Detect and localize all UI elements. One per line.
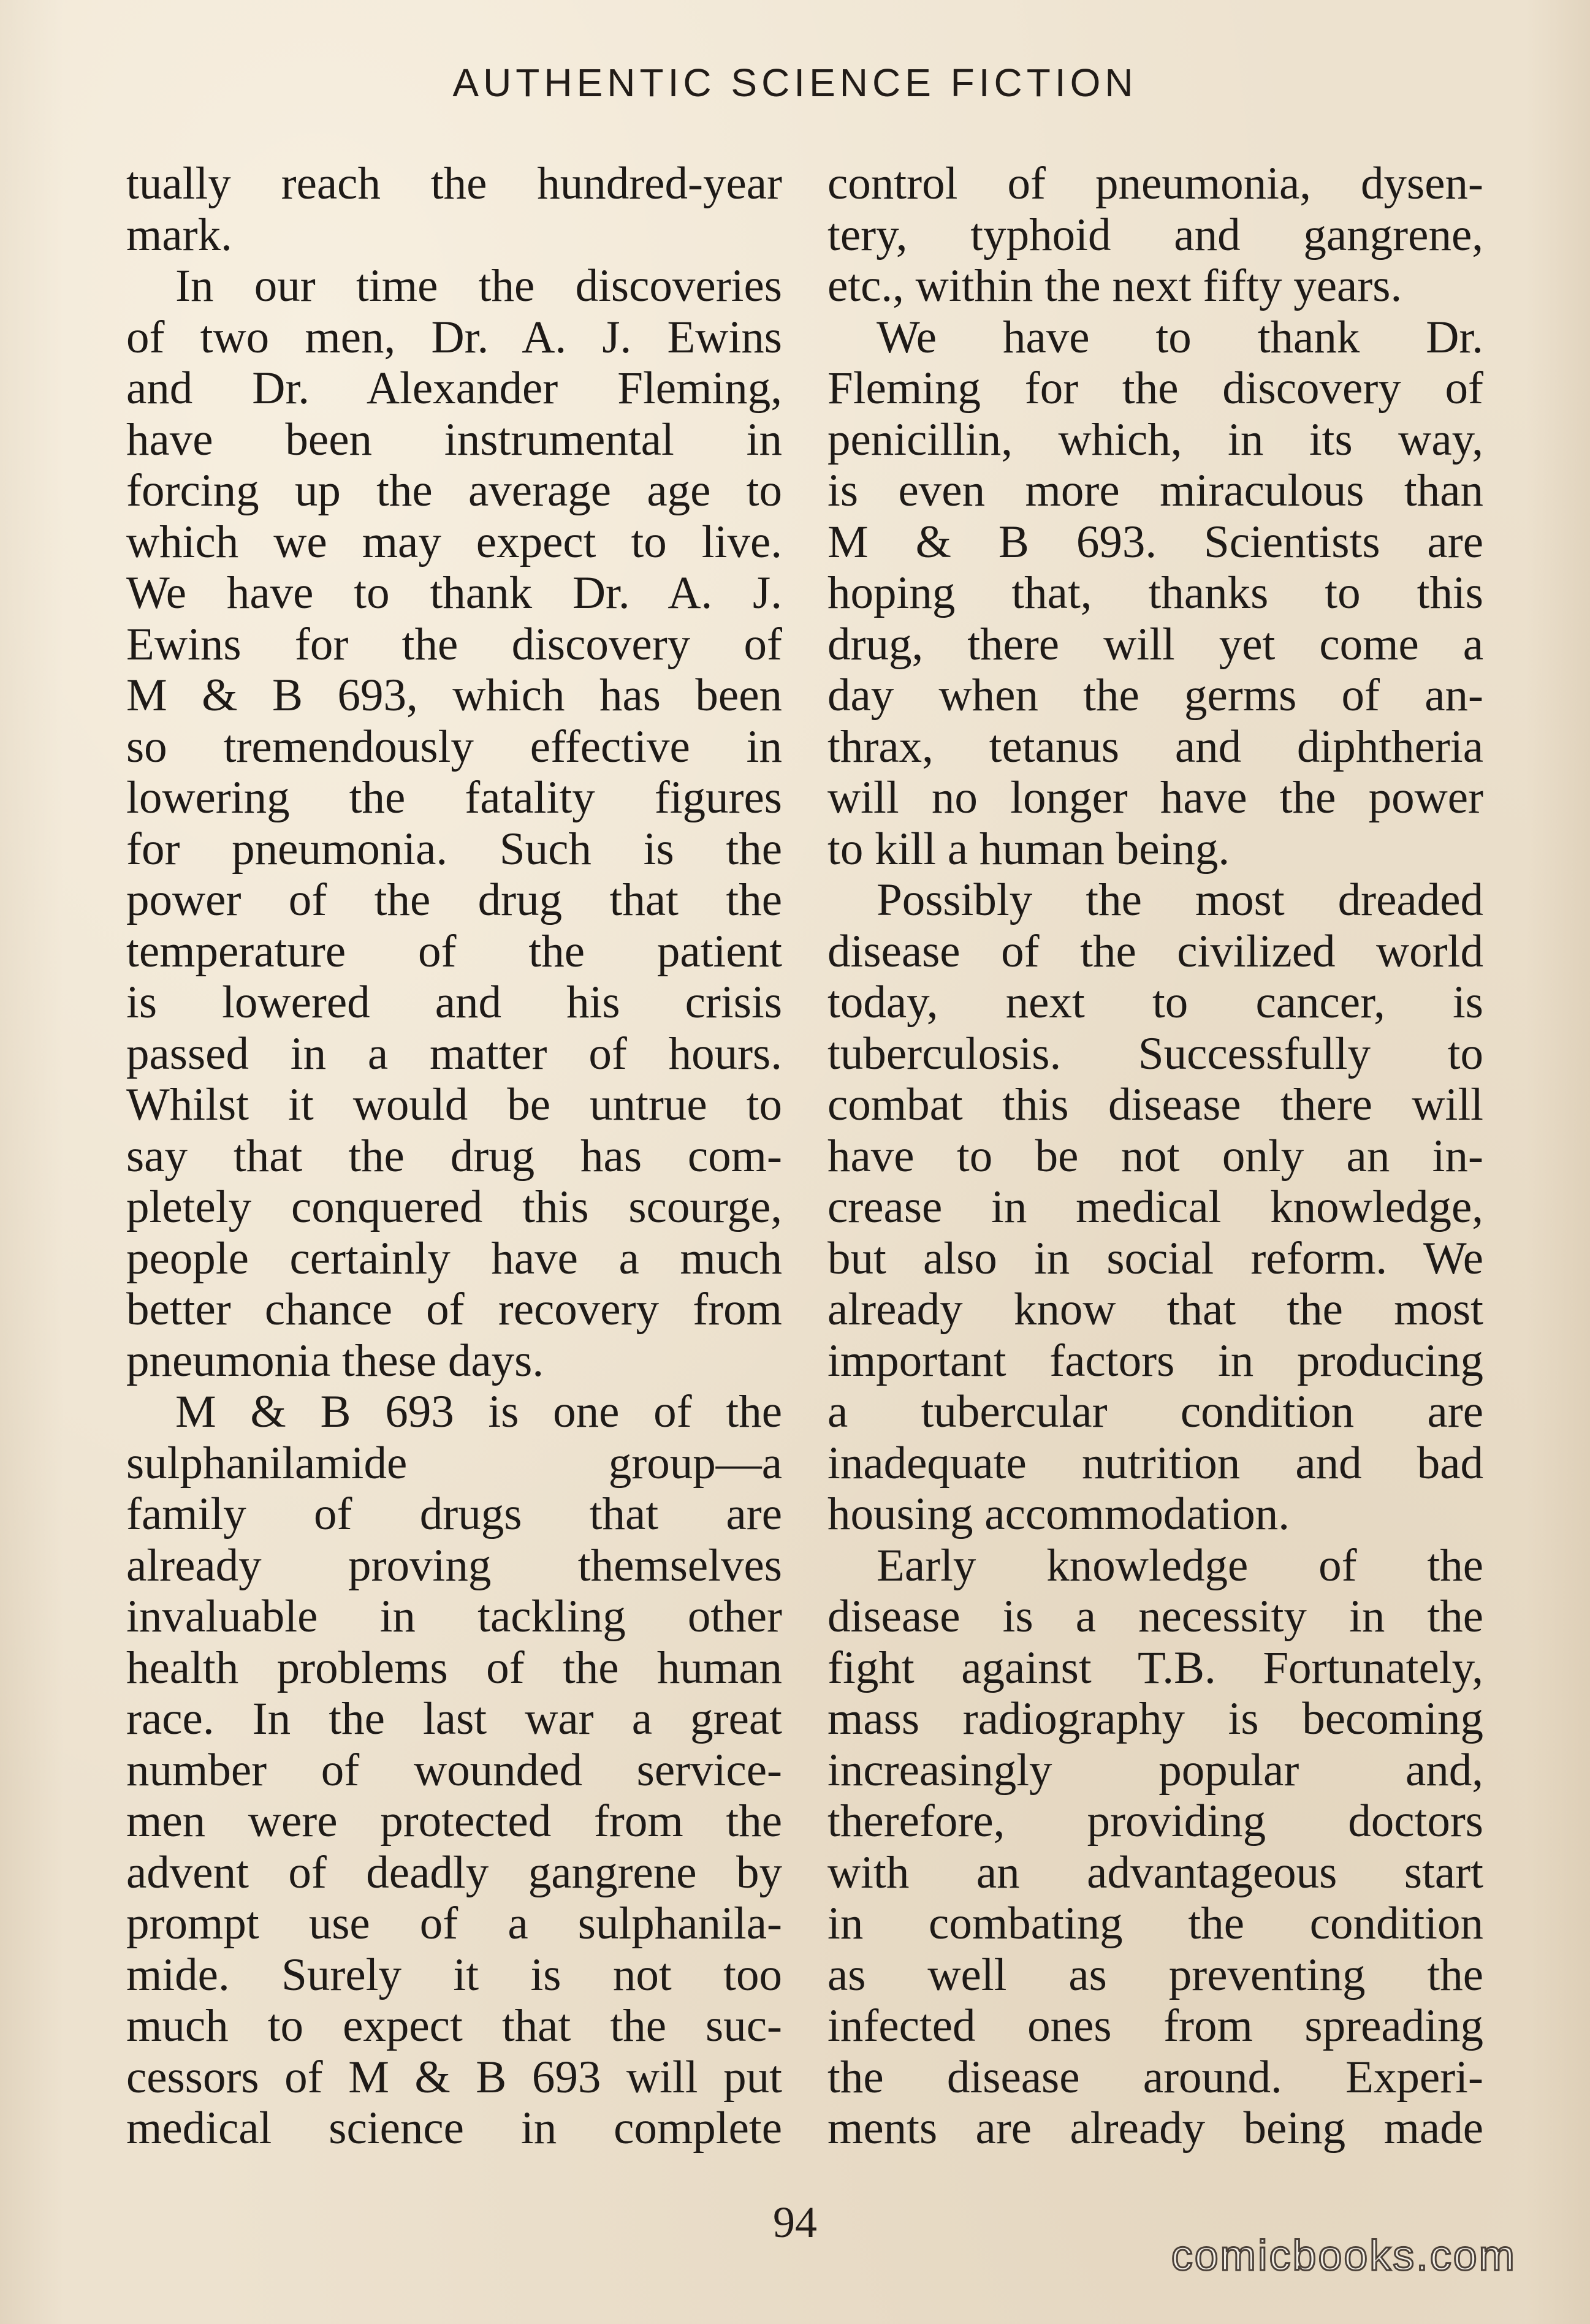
text-line: disease of the civilized world xyxy=(827,925,1483,977)
text-line: is even more miraculous than xyxy=(827,465,1483,516)
text-line: of two men, Dr. A. J. Ewins xyxy=(126,311,782,363)
text-line: race. In the last war a great xyxy=(126,1693,782,1744)
text-line: pneumonia these days. xyxy=(126,1335,544,1386)
paragraph xyxy=(126,1386,782,2154)
paragraph xyxy=(827,312,1483,875)
text-line: pletely conquered this scourge, xyxy=(126,1182,782,1232)
text-line: penicillin, which, in its way, xyxy=(827,414,1483,465)
text-line: lowering the fatality figures xyxy=(126,772,782,823)
text-line: tery, typhoid and gangrene, xyxy=(827,209,1483,260)
text-line: is lowered and his crisis xyxy=(126,977,782,1028)
text-line: have to be not only an in- xyxy=(827,1130,1483,1182)
text-line: family of drugs that are xyxy=(126,1489,782,1540)
paragraph xyxy=(827,875,1483,1540)
text-line: In our time the discoveries xyxy=(175,260,782,311)
text-line: but also in social reform. We xyxy=(827,1232,1483,1284)
text-line: prompt use of a sulphanila- xyxy=(126,1898,782,1949)
text-line: and Dr. Alexander Fleming, xyxy=(126,363,782,414)
text-line: tuberculosis. Successfully to xyxy=(827,1028,1483,1079)
text-line: We have to thank Dr. xyxy=(877,311,1483,363)
paragraph xyxy=(126,260,782,1386)
text-line: important factors in producing xyxy=(827,1335,1483,1386)
text-line: say that the drug has com- xyxy=(126,1130,782,1182)
text-line: drug, there will yet come a xyxy=(827,618,1483,670)
text-line: so tremendously effective in xyxy=(126,721,782,772)
text-line: passed in a matter of hours. xyxy=(126,1028,782,1079)
text-line: with an advantageous start xyxy=(827,1847,1483,1898)
text-line: Early knowledge of the xyxy=(877,1540,1483,1591)
text-line: mide. Surely it is not too xyxy=(126,1949,782,2000)
watermark: comicbooks.com xyxy=(1171,2231,1516,2279)
text-line: advent of deadly gangrene by xyxy=(126,1847,782,1898)
text-line: M & B 693 is one of the xyxy=(175,1386,782,1437)
text-line: ments are already being made xyxy=(827,2103,1483,2154)
text-line: fight against T.B. Fortunately, xyxy=(827,1642,1483,1693)
text-line: control of pneumonia, dysen- xyxy=(827,158,1483,209)
text-line: today, next to cancer, is xyxy=(827,977,1483,1028)
text-line: cessors of M & B 693 will put xyxy=(126,2051,782,2103)
text-line: mass radiography is becoming xyxy=(827,1693,1483,1744)
text-line: better chance of recovery from xyxy=(126,1284,782,1335)
text-line: men were protected from the xyxy=(126,1796,782,1847)
text-line: for pneumonia. Such is the xyxy=(126,823,782,875)
text-line: M & B 693, which has been xyxy=(126,670,782,721)
text-line: have been instrumental in xyxy=(126,414,782,465)
text-line: temperature of the patient xyxy=(126,925,782,977)
text-line: M & B 693. Scientists are xyxy=(827,516,1483,568)
paragraph xyxy=(827,158,1483,312)
text-line: tually reach the hundred-year xyxy=(126,158,782,209)
text-line: medical science in complete xyxy=(126,2103,782,2154)
running-head: AUTHENTIC SCIENCE FICTION xyxy=(452,61,1138,105)
text-line: much to expect that the suc- xyxy=(126,2000,782,2051)
text-line: as well as preventing the xyxy=(827,1949,1483,2000)
text-line: people certainly have a much xyxy=(126,1232,782,1284)
text-line: number of wounded service- xyxy=(126,1744,782,1796)
text-line: will no longer have the power xyxy=(827,772,1483,823)
text-line: to kill a human being. xyxy=(827,823,1230,875)
text-line: Possibly the most dreaded xyxy=(877,875,1483,925)
text-line: hoping that, thanks to this xyxy=(827,568,1483,618)
text-line: the disease around. Experi- xyxy=(827,2051,1483,2103)
text-line: health problems of the human xyxy=(126,1642,782,1693)
text-line: thrax, tetanus and diphtheria xyxy=(827,721,1483,772)
paragraph xyxy=(126,158,782,260)
text-line: We have to thank Dr. A. J. xyxy=(126,568,782,618)
text-line: crease in medical knowledge, xyxy=(827,1182,1483,1232)
text-line: increasingly popular and, xyxy=(827,1744,1483,1796)
text-line: forcing up the average age to xyxy=(126,465,782,516)
paragraph xyxy=(827,1540,1483,2154)
text-line: mark. xyxy=(126,209,232,260)
left-text-column xyxy=(126,158,782,2156)
text-line: a tubercular condition are xyxy=(827,1386,1483,1437)
text-line: housing accommodation. xyxy=(827,1489,1290,1540)
text-line: etc., within the next fifty years. xyxy=(827,260,1402,311)
text-line: disease is a necessity in the xyxy=(827,1591,1483,1642)
text-line: day when the germs of an- xyxy=(827,670,1483,721)
text-line: therefore, providing doctors xyxy=(827,1796,1483,1847)
text-line: inadequate nutrition and bad xyxy=(827,1437,1483,1489)
text-line: invaluable in tackling other xyxy=(126,1591,782,1642)
text-line: combat this disease there will xyxy=(827,1079,1483,1130)
text-line: power of the drug that the xyxy=(126,875,782,925)
text-line: Whilst it would be untrue to xyxy=(126,1079,782,1130)
page-number: 94 xyxy=(773,2198,817,2247)
text-line: already proving themselves xyxy=(126,1540,782,1591)
text-line: Ewins for the discovery of xyxy=(126,618,782,670)
text-line: sulphanilamide group—a xyxy=(126,1437,782,1489)
text-line: infected ones from spreading xyxy=(827,2000,1483,2051)
text-line: already know that the most xyxy=(827,1284,1483,1335)
text-line: Fleming for the discovery of xyxy=(827,363,1483,414)
right-text-column xyxy=(827,158,1483,2156)
text-line: which we may expect to live. xyxy=(126,516,782,568)
text-line: in combating the condition xyxy=(827,1898,1483,1949)
